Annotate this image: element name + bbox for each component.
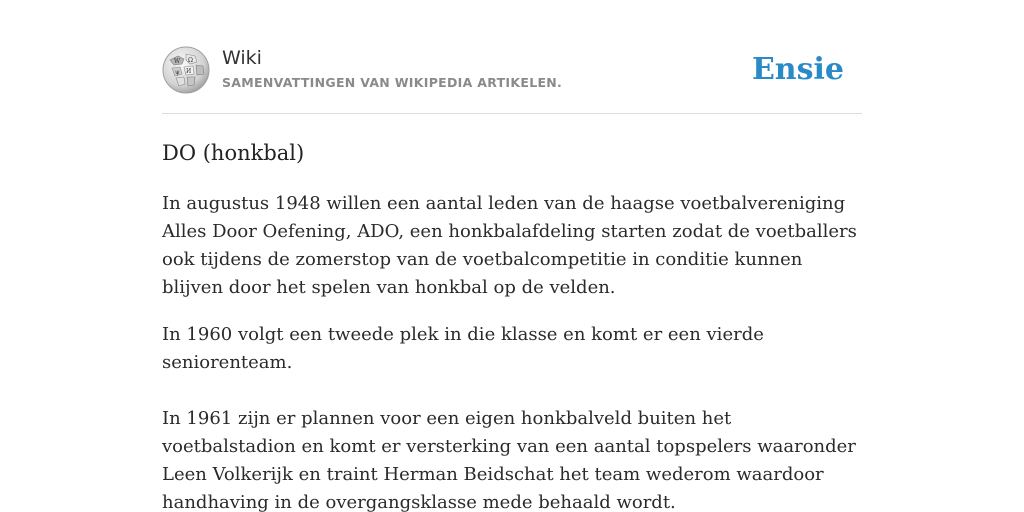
site-title[interactable]: Wiki	[222, 47, 262, 69]
article-content	[162, 190, 862, 512]
site-header	[162, 46, 862, 96]
svg-text:ψ: ψ	[175, 69, 180, 76]
svg-text:Ω: Ω	[188, 57, 193, 64]
site-subtitle: SAMENVATTINGEN VAN WIKIPEDIA ARTIKELEN.	[222, 75, 563, 90]
header-divider	[162, 113, 862, 114]
article-paragraph: In 1961 zijn er plannen voor een eigen honkbalveld buiten het voetbalstadion en komt er versterking van een aantal topspelers waaronder Leen Volkerijk en traint Herman Beidschat het team wederom waardoor handhaving in de overgangsklasse mede behaald wordt.	[162, 408, 856, 512]
brand-logo[interactable]: Ensie	[751, 52, 844, 87]
article-paragraph: In augustus 1948 willen een aantal leden van de haagse voetbalvereniging Alles Door Oefening, ADO, een honkbalafdeling starten zodat de voetballers ook tijdens de zomerstop van de voetbalcompetitie in conditie kunnen blijven door het spelen van honkbal op de velden.	[162, 193, 857, 298]
article-paragraph: In 1960 volgt een tweede plek in die klasse en komt er een vierde seniorenteam.	[162, 324, 764, 373]
article-title: DO (honkbal)	[162, 141, 305, 165]
svg-text:W: W	[174, 58, 181, 65]
svg-text:И: И	[186, 68, 192, 75]
wikipedia-globe-icon[interactable]	[162, 46, 210, 94]
